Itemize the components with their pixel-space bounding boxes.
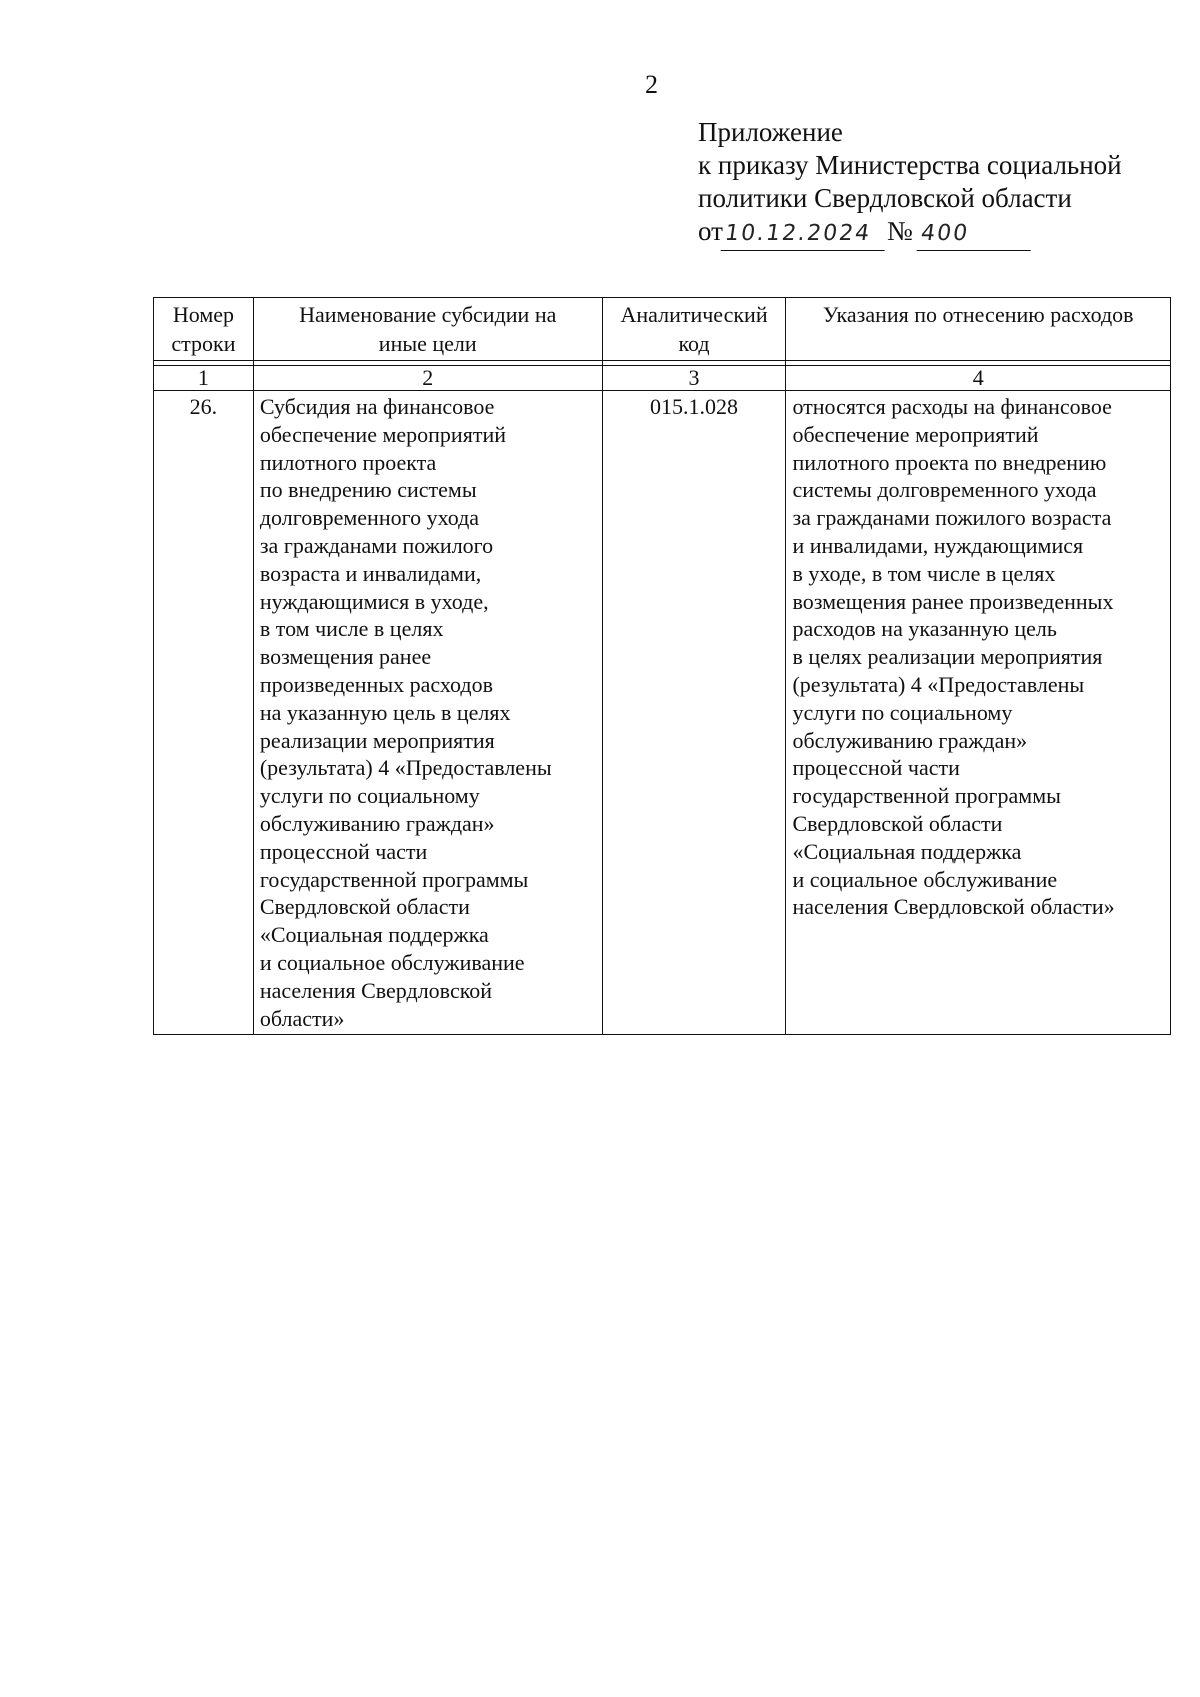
page-number: 2 bbox=[645, 70, 658, 99]
column-number: 4 bbox=[786, 366, 1171, 391]
appendix-order-line-2: политики Свердловской области bbox=[698, 183, 1072, 213]
header-analytic-code: Аналитический код bbox=[602, 298, 786, 361]
column-number: 3 bbox=[602, 366, 786, 391]
order-number-handwritten: 400 bbox=[917, 217, 1036, 251]
appendix-header bbox=[698, 116, 1122, 251]
header-expense-instructions: Указания по отнесению расходов bbox=[786, 298, 1171, 361]
order-number-label: № bbox=[886, 216, 913, 246]
appendix-order-line-1: к приказу Министерства социальной bbox=[698, 150, 1122, 180]
analytic-code-cell: 015.1.028 bbox=[602, 391, 786, 1035]
header-row-number: Номер строки bbox=[154, 298, 254, 361]
header-subsidy-name: Наименование субсидии на иные цели bbox=[253, 298, 602, 361]
column-number: 2 bbox=[253, 366, 602, 391]
appendix-title: Приложение bbox=[698, 117, 843, 147]
instructions-cell: относятся расходы на финансовое обеспечение мероприятий пилотного проекта по внедрению системы долговременного ухода за гражданами пожилого возраста и инвалидами, нуждающимися в уходе, в том числе в целях возмещения ранее произведенных расходов на указанную цель в целях реализации мероприятия (результата) 4 «Предоставлены услуги по социальному обслуживанию граждан» процессной части государственной программы Свердловской области «Социальная поддержка и социальное обслуживание населения Свердловской области» bbox=[786, 391, 1171, 1035]
column-number-row bbox=[154, 366, 1171, 391]
order-date-handwritten: 10.12.2024 bbox=[721, 217, 890, 251]
order-prefix: от bbox=[698, 216, 723, 246]
order-reference bbox=[698, 215, 1122, 251]
subsidy-name-cell: Субсидия на финансовое обеспечение мероприятий пилотного проекта по внедрению системы долговременного ухода за гражданами пожилого возраста и инвалидами, нуждающимися в уходе, в том числе в целях возмещения ранее произведенных расходов на указанную цель в целях реализации мероприятия (результата) 4 «Предоставлены услуги по социальному обслуживанию граждан» процессной части государственной программы Свердловской области «Социальная поддержка и социальное обслуживание населения Свердловской области» bbox=[253, 391, 602, 1035]
column-number: 1 bbox=[154, 366, 254, 391]
row-number: 26. bbox=[154, 391, 254, 1035]
table-header-row bbox=[154, 298, 1171, 361]
table-row bbox=[154, 391, 1171, 1035]
subsidy-table bbox=[153, 297, 1171, 1035]
